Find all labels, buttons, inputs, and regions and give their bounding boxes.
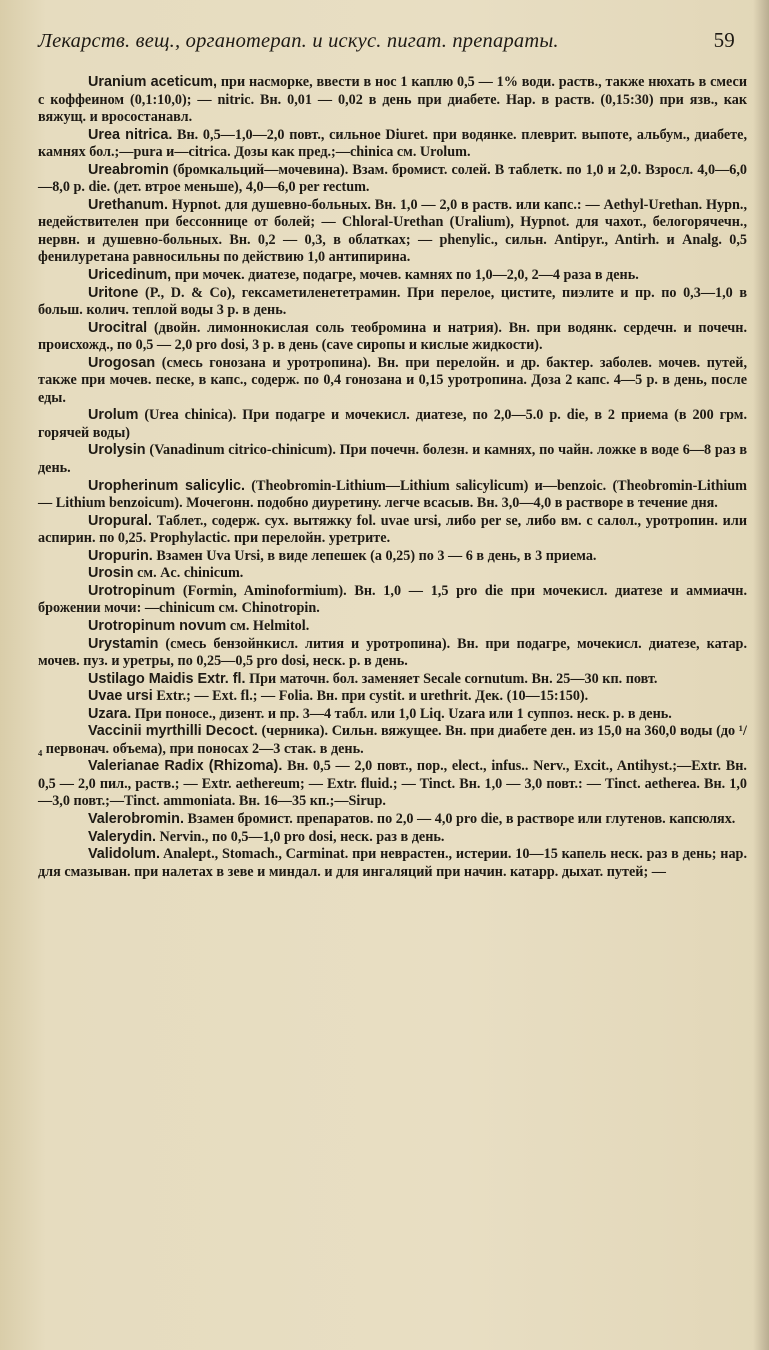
entry-term: Ureabromin [88, 161, 169, 178]
entry-text: При маточн. бол. заменяет Secale cornutum. Вн. 25—30 кп. повт. [245, 670, 658, 687]
entry-term: Uropural. [88, 512, 152, 529]
dictionary-entry [38, 197, 747, 267]
dictionary-entry [38, 846, 747, 881]
entry-term: Ustilago Maidis Extr. fl. [88, 670, 246, 687]
running-header [38, 28, 747, 68]
entry-term: Uricedinum, [88, 267, 172, 284]
entry-text: (P., D. & Co), гексаметиленететрамин. При перелое, цистите, пиэлите и пр. по 0,3—1,0 в больш. колич. теплой воды 3 р. в день. [38, 284, 747, 319]
entry-term: Uzara. [88, 705, 132, 722]
dictionary-entry [38, 513, 747, 548]
dictionary-entry [38, 723, 747, 758]
dictionary-entry [38, 407, 747, 442]
entry-text: при мочек. диатезе, подагре, мочев. камнях по 1,0—2,0, 2—4 раза в день. [171, 267, 639, 284]
entry-term: Uropherinum salicylic. [88, 477, 246, 494]
entry-text: (черника). Сильн. вяжущее. Вн. при диабете ден. из 15,0 на 360,0 воды (до ¹/₄ первонач. объема), при поносах 2—3 стак. в день. [38, 723, 747, 757]
entry-term: Urogosan [88, 354, 156, 371]
entry-term: Validolum. [88, 846, 160, 863]
entry-term: Valerydin. [88, 828, 156, 845]
dictionary-entry [38, 127, 747, 162]
entry-term: Urystamin [88, 635, 159, 652]
entry-text: см. Ac. chinicum. [133, 565, 244, 582]
entry-text: Взамен бромист. препаратов. по 2,0 — 4,0 pro die, в растворе или глутенов. капсюлях. [183, 810, 736, 827]
dictionary-entry [38, 829, 747, 847]
entry-term: Uvae ursi [88, 688, 153, 705]
dictionary-entry [38, 162, 747, 197]
entry-text: при насморке, ввести в нос 1 каплю 0,5 — 1% води. раств., также нюхать в смеси с коффеином (0,1:10,0); — nitric. Вн. 0,01 — 0,02 в день при диабете. Нар. в раств. (0,15:30) при язв., как вяжущ. и вросостанавл. [38, 74, 747, 126]
dictionary-entry [38, 583, 747, 618]
entry-term: Urea nitrica. [88, 126, 173, 143]
entry-text: Hypnot. для душевно-больных. Вн. 1,0 — 2,0 в раств. или капс.: — Aethyl-Urethan. Hypn., недействителен при бессоннице от болей; — Chloral-Urethan (Uralium), Hypnot. для чахот., белогорячечн., нервн. и душевно-больных. Вн. 0,2 — 0,3, в облатках; — phenylic., сильн. Antipyr., Antirh. и Analg. 0,5 фенилуретана равносильны по действию 1,0 антипирина. [38, 196, 747, 266]
dictionary-entry [38, 320, 747, 355]
dictionary-entry [38, 478, 747, 513]
page-edge-shadow [753, 0, 769, 1350]
entry-text: Взамен Uva Ursi, в виде лепешек (а 0,25) по 3 — 6 в день, в 3 приема. [152, 547, 597, 564]
entry-term: Urosin [88, 565, 134, 582]
dictionary-entry [38, 442, 747, 477]
entry-term: Urotropinum novum [88, 617, 227, 634]
dictionary-entry [38, 565, 747, 583]
dictionary-entry [38, 811, 747, 829]
entry-term: Uranium aceticum, [88, 74, 218, 90]
entry-term: Valerianae Radix (Rhizoma). [88, 758, 283, 775]
dictionary-entry [38, 548, 747, 566]
entry-text: Вн. 0,5—1,0—2,0 повт., сильное Diuret. при водянке. плеврит. выпоте, альбум., диабете, камнях бол.;—pura и—citrica. Дозы как пред.;—chinica см. Urolum. [38, 126, 747, 161]
entry-list [38, 74, 747, 881]
entry-term: Uropurin. [88, 547, 153, 564]
entry-text: (смесь бензойнкисл. лития и уротропина). Вн. при подагре, мочекисл. диатезе, катар. мочев. пуз. и уретры, по 0,25—0,5 pro dosi, неск. р. в день. [38, 635, 747, 670]
entry-text: (Theobromin-Lithium—Lithium salicylicum) и—benzoic. (Theobromin-Lithium — Lithium benzoicum). Мочегонн. подобно диуретину. легче всасыв. Вн. 3,0—4,0 в растворе в течение дня. [38, 477, 747, 512]
entry-text: (двойн. лимоннокислая соль теобромина и натрия). Вн. при водянк. сердечн. и почечн. происхожд., по 0,5 — 2,0 pro dosi, 3 р. в день (cave сиропы и кислые жидкости). [38, 319, 747, 354]
dictionary-entry [38, 758, 747, 811]
entry-text: Nervin., по 0,5—1,0 pro dosi, неск. раз в день. [156, 828, 445, 845]
dictionary-entry [38, 618, 747, 636]
entry-text: Analept., Stomach., Carminat. при неврастен., истерии. 10—15 капель неск. раз в день; нар. для смазыван. при налетах в зеве и миндал. и для ингаляций при начин. катарр. дыхат. путей; — [38, 846, 747, 880]
entry-term: Urethanum. [88, 196, 168, 213]
entry-term: Vaccinii myrthilli Decoct. [88, 723, 258, 740]
page-number: 59 [713, 28, 735, 52]
entry-text: (Urea chinica). При подагре и мочекисл. диатезе, по 2,0—5.0 р. die, в 2 приема (в 200 грм. горячей воды) [38, 407, 747, 441]
entry-text: При поносе., дизент. и пр. 3—4 табл. или 1,0 Liq. Uzara или 1 суппоз. неск. р. в день. [131, 705, 672, 722]
dictionary-entry [38, 74, 747, 127]
dictionary-entry [38, 355, 747, 408]
entry-text: см. Helmitol. [226, 617, 310, 634]
entry-text: (Vanadinum citrico-chinicum). При почечн. болезн. и камнях, по чайн. ложке в воде 6—8 раз в день. [38, 442, 747, 477]
entry-term: Urolum [88, 407, 139, 424]
entry-term: Urolysin [88, 442, 146, 459]
dictionary-entry [38, 267, 747, 285]
header-title: Лекарств. вещ., органотерап. и искус. пигат. препараты. [38, 30, 559, 52]
dictionary-entry [38, 671, 747, 689]
entry-text: Вн. 0,5 — 2,0 повт., пор., elect., infus.. Nerv., Excit., Antihyst.;—Extr. Вн. 0,5 — 2,0 пил., раств.; — Extr. aethereum; — Extr. fluid.; — Tinct. Вн. 1,0 — 3,0 повт.: — Tinct. aetherea. Вн. 1,0—3,0 повт.;—Tinct. ammoniata. Вн. 16—35 кп.;—Sirup. [38, 758, 747, 810]
entry-term: Urotropinum [88, 582, 176, 599]
entry-text: (бромкальций—мочевина). Взам. бромист. солей. В таблетк. по 1,0 и 2,0. Взросл. 4,0—6,0—8,0 р. die. (дет. втрое меньше), 4,0—6,0 per rectum. [38, 161, 747, 196]
dictionary-entry [38, 688, 747, 706]
dictionary-entry [38, 285, 747, 320]
entry-text: Таблет., содерж. сух. вытяжку fol. uvae ursi, либо per se, либо вм. с салол., уротропин. или аспирин. по 0,25. Prophylactic. при перелойн. уретрите. [38, 512, 747, 547]
dictionary-entry [38, 706, 747, 724]
entry-term: Valerobromin. [88, 810, 184, 827]
entry-text: Extr.; — Ext. fl.; — Folia. Вн. при cystit. и urethrit. Дек. (10—15:150). [152, 688, 589, 705]
entry-text: (Formin, Aminoformium). Вн. 1,0 — 1,5 pro die при мочекисл. диатезе и аммиачн. брожении мочи: —chinicum см. Chinotropin. [38, 582, 747, 617]
entry-text: (смесь гонозана и уротропина). Вн. при перелойн. и др. бактер. заболев. мочев. путей, также при мочев. песке, в капс., содерж. по 0,4 гонозана и 0,15 уротропина. Доза 2 капс. 4—5 р. в день, после еды. [38, 354, 747, 406]
entry-term: Urocitral [88, 319, 148, 336]
entry-term: Uritone [88, 284, 139, 301]
dictionary-entry [38, 636, 747, 671]
